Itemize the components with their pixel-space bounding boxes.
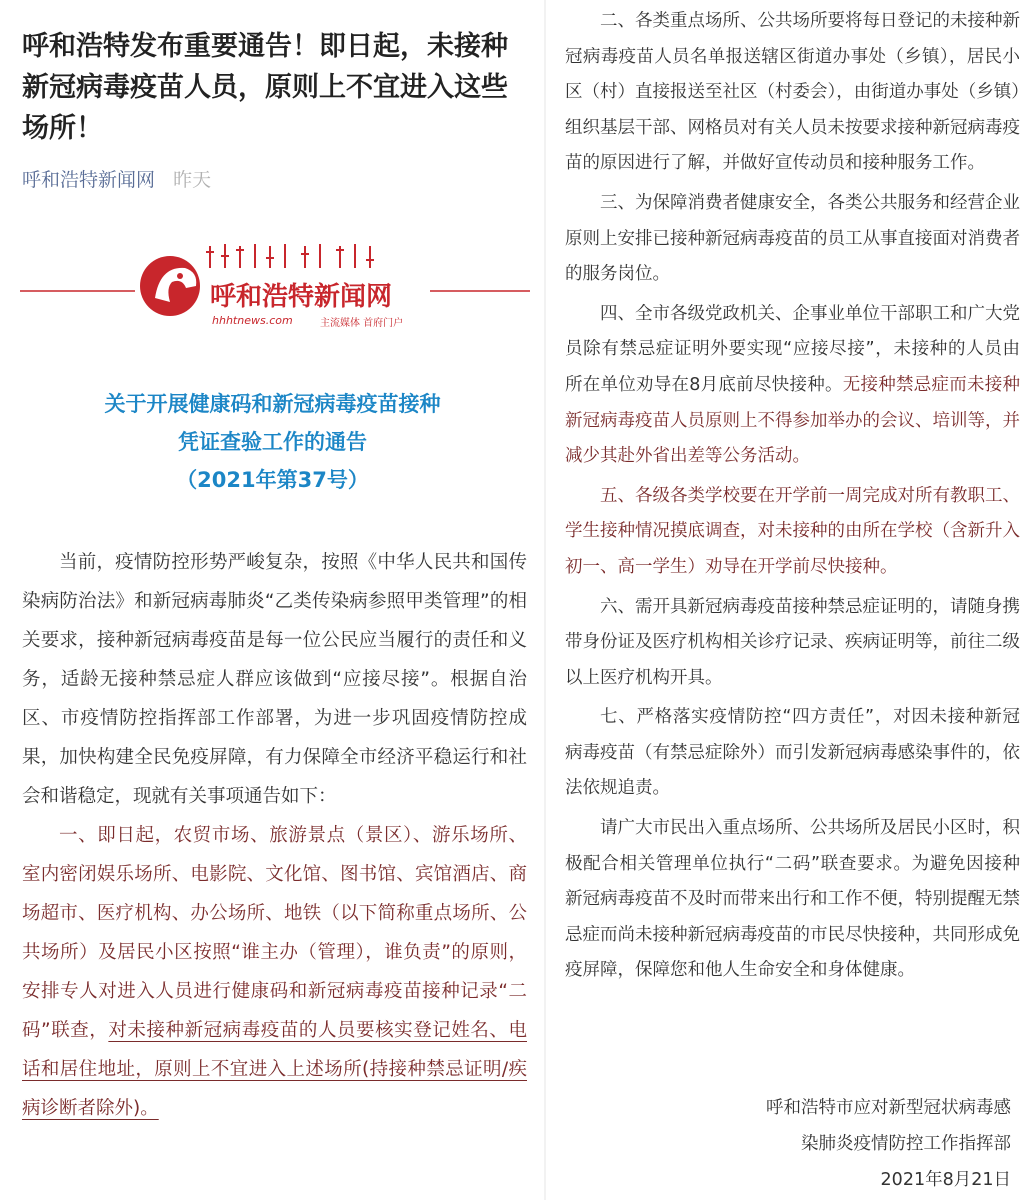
notice-body-left: [22, 543, 527, 1128]
article-meta: [22, 165, 211, 192]
logo-url-text: hhhtnews.com: [212, 314, 293, 327]
publish-time: 昨天: [173, 169, 212, 191]
signature-block: [766, 1090, 1011, 1198]
logo-slogan-text: 主流媒体 首府门户: [320, 318, 404, 329]
item-1-paragraph: [22, 816, 527, 1128]
item-6-paragraph: 六、需开具新冠病毒疫苗接种禁忌症证明的，请随身携带身份证及医疗机构相关诊疗记录、疾病证明等，前往二级以上医疗机构开具。: [565, 596, 1020, 688]
notice-title-line-2: 凭证查验工作的通告: [178, 430, 367, 454]
notice-title: [20, 385, 525, 499]
closing-paragraph: 请广大市民出入重点场所、公共场所及居民小区时，积极配合相关管理单位执行“二码”联查要求。为避免因接种新冠病毒疫苗不及时而带来出行和工作不便，特别提醒无禁忌症而尚未接种新冠病毒疫苗的市民尽快接种，共同形成免疫屏障，保障您和他人生命安全和身体健康。: [565, 818, 1020, 981]
item-4-emphasis: 无接种禁忌症而未接种新冠病毒疫苗人员原则上不得参加举办的会议、培训等，并减少其赴外省出差等公务活动。: [565, 374, 1020, 467]
item-1-text: 一、即日起，农贸市场、旅游景点（景区）、游乐场所、室内密闭娱乐场所、电影院、文化馆、图书馆、宾馆酒店、商场超市、医疗机构、办公场所、地铁（以下简称重点场所、公共场所）及居民小区按照“谁主办（管理），谁负责”的原则，安排专人对进入人员进行健康码和新冠病毒疫苗接种记录“二码”联查，: [22, 825, 527, 1041]
news-logo: [20, 236, 530, 336]
item-7-paragraph: 七、严格落实疫情防控“四方责任”，对因未接种新冠病毒疫苗（有禁忌症除外）而引发新冠病毒感染事件的，依法依规追责。: [565, 707, 1020, 799]
horse-head-icon: [140, 256, 200, 316]
item-1-underlined: 对未接种新冠病毒疫苗的人员要核实登记姓名、电话和居住地址，原则上不宜进入上述场所(持接种禁忌证明/疾病诊断者除外)。: [22, 1020, 527, 1119]
signature-date: 2021年8月21日: [880, 1170, 1011, 1190]
right-panel: [545, 0, 1031, 1200]
notice-body-right: [565, 4, 1020, 993]
article-headline: 呼和浩特发布重要通告！即日起，未接种新冠病毒疫苗人员，原则上不宜进入这些场所！: [22, 31, 508, 144]
notice-title-line-1: 关于开展健康码和新冠病毒疫苗接种: [104, 392, 441, 416]
item-2-paragraph: 二、各类重点场所、公共场所要将每日登记的未接种新冠病毒疫苗人员名单报送辖区街道办事处（乡镇），居民小区（村）直接报送至社区（村委会），由街道办事处（乡镇）组织基层干部、网格员对有关人员未按要求接种新冠病毒疫苗的原因进行了解，并做好宣传动员和接种服务工作。: [565, 11, 1020, 174]
item-3-paragraph: 三、为保障消费者健康安全，各类公共服务和经营企业原则上安排已接种新冠病毒疫苗的员工从事直接面对消费者的服务岗位。: [565, 192, 1020, 285]
signature-line-1: 呼和浩特市应对新型冠状病毒感: [766, 1098, 1011, 1118]
notice-title-line-3: （2021年第37号）: [176, 468, 369, 492]
item-4-paragraph: [565, 297, 1020, 475]
item-5-paragraph: 五、各级各类学校要在开学前一周完成对所有教职工、学生接种情况摸底调查，对未接种的由所在学校（含新升入初一、高一学生）劝导在开学前尽快接种。: [565, 485, 1020, 577]
source-link[interactable]: 呼和浩特新闻网: [22, 169, 156, 191]
logo-brand-text: 呼和浩特新闻网: [210, 282, 393, 312]
intro-paragraph: 当前，疫情防控形势严峻复杂，按照《中华人民共和国传染病防治法》和新冠病毒肺炎“乙类传染病参照甲类管理”的相关要求，接种新冠病毒疫苗是每一位公民应当履行的责任和义务，适龄无接种禁忌症人群应该做到“应接尽接”。根据自治区、市疫情防控指挥部工作部署，为进一步巩固疫情防控成果，加快构建全民免疫屏障，有力保障全市经济平稳运行和社会和谐稳定，现就有关事项通告如下：: [22, 552, 527, 807]
signature-line-2: 染肺炎疫情防控工作指挥部: [801, 1134, 1011, 1154]
mongolian-script-mark: [206, 244, 374, 268]
item-4-text: 四、全市各级党政机关、企事业单位干部职工和广大党员除有禁忌症证明外要实现“应接尽接”，未接种的人员由所在单位劝导在8月底前尽快接种。: [565, 303, 1020, 395]
